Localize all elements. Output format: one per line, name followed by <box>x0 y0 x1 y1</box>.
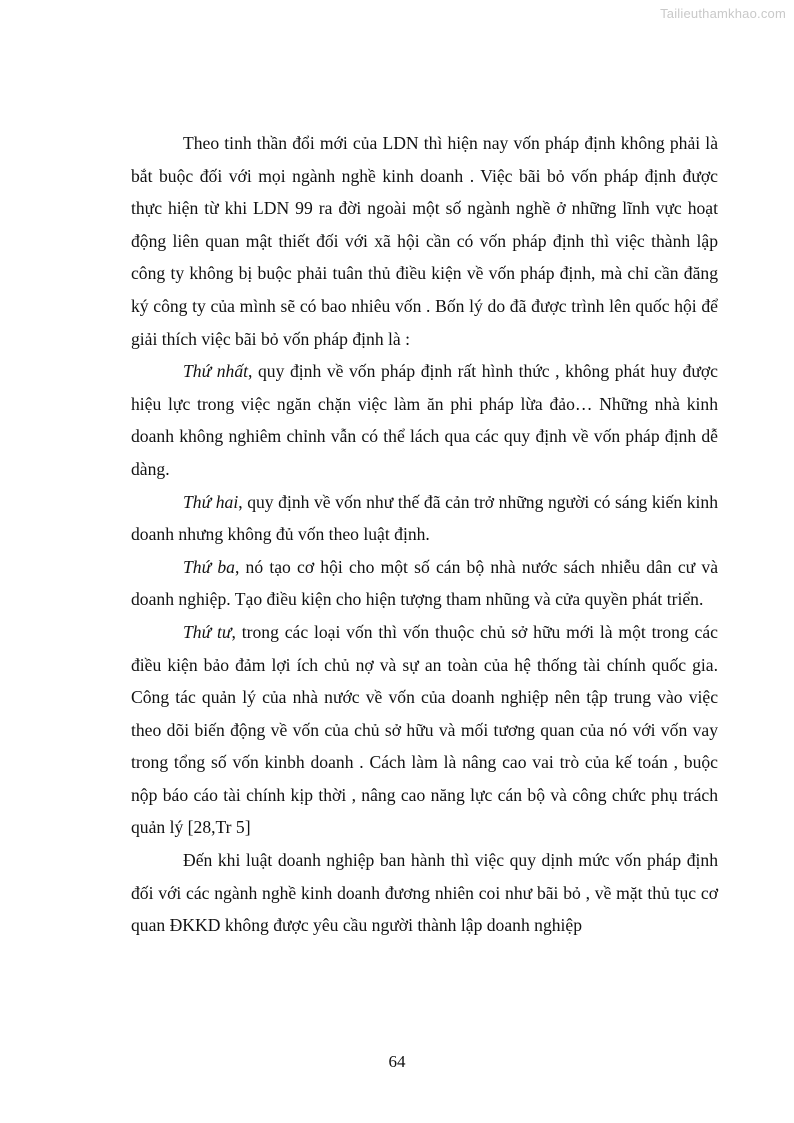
paragraph-text: Đến khi luật doanh nghiệp ban hành thì việc quy dịnh mức vốn pháp định đối với các ngành nghề kinh doanh đương nhiên coi như bãi bỏ , về mặt thủ tục cơ quan ĐKKD không được yêu cầu người thành lập doanh nghiệp <box>131 850 718 936</box>
paragraph-lead: Thứ hai <box>183 491 239 512</box>
watermark-text: Tailieuthamkhao.com <box>660 6 786 21</box>
paragraph-intro <box>131 127 718 355</box>
paragraph-reason-1 <box>131 355 718 485</box>
paragraph-reason-4 <box>131 616 718 844</box>
paragraph-text: , nó tạo cơ hội cho một số cán bộ nhà nước sách nhiễu dân cư và doanh nghiệp. Tạo điều kiện cho hiện tượng tham nhũng và cửa quyền phát triển. <box>131 556 719 610</box>
paragraph-text: , quy định về vốn như thế đã cản trở những người có sáng kiến kinh doanh nhưng không đủ vốn theo luật định. <box>131 491 718 545</box>
paragraph-reason-2 <box>131 486 718 551</box>
document-body <box>131 127 718 942</box>
page-number: 64 <box>388 1052 406 1071</box>
paragraph-conclusion <box>131 844 718 942</box>
paragraph-text: , quy định về vốn pháp định rất hình thức , không phát huy được hiệu lực trong việc ngăn chặn việc làm ăn phi pháp lừa đảo… Những nhà kinh doanh không nghiêm chỉnh vẫn có thể lách qua các quy định về vốn pháp định dễ dàng. <box>131 361 718 479</box>
paragraph-text: Theo tinh thần đổi mới của LDN thì hiện nay vốn pháp định không phải là bắt buộc đối với mọi ngành nghề kinh doanh . Việc bãi bỏ vốn pháp định được thực hiện từ khi LDN 99 ra đời ngoài một số ngành nghề ở những lĩnh vực hoạt động liên quan mật thiết đối với xã hội cần có vốn pháp định thì việc thành lập công ty không bị buộc phải tuân thủ điều kiện về vốn pháp định, mà chỉ cần đăng ký công ty của mình sẽ có bao nhiêu vốn . Bốn lý do đã được trình lên quốc hội để giải thích việc bãi bỏ vốn pháp định là : <box>131 133 718 349</box>
paragraph-lead: Thứ nhất <box>183 361 249 382</box>
paragraph-lead: Thứ tư <box>183 621 232 642</box>
paragraph-text: , trong các loại vốn thì vốn thuộc chủ sở hữu mới là một trong các điều kiện bảo đảm lợi ích chủ nợ và sự an toàn của hệ thống tài chính quốc gia. Công tác quản lý của nhà nước về vốn của doanh nghiệp nên tập trung vào việc theo dõi biến động về vốn của chủ sở hữu và mối tương quan của nó với vốn vay trong tổng số vốn kinbh doanh . Cách làm là nâng cao vai trò của kế toán , buộc nộp báo cáo tài chính kịp thời , nâng cao năng lực cán bộ và công chức phụ trách quản lý [28,Tr 5] <box>131 621 718 838</box>
paragraph-reason-3 <box>131 551 718 616</box>
paragraph-lead: Thứ ba <box>183 556 235 577</box>
